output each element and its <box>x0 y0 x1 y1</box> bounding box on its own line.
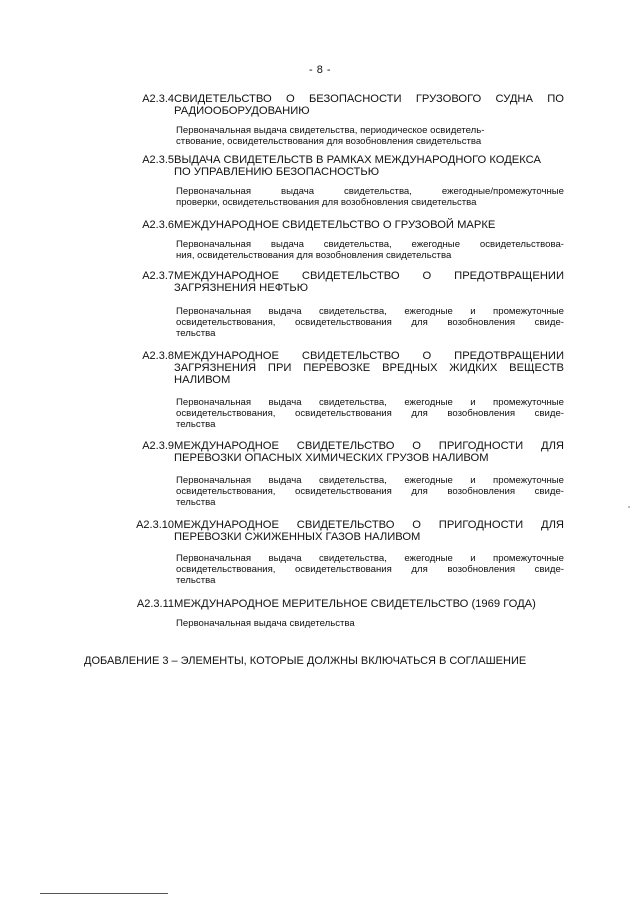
desc-line: Первоначальная выдача свидетельства <box>176 618 355 629</box>
desc-line: Первоначальная выдача свидетельства, ежегодные и промежуточные <box>176 397 564 408</box>
appendix-heading: ДОБАВЛЕНИЕ 3 – ЭЛЕМЕНТЫ, КОТОРЫЕ ДОЛЖНЫ ВКЛЮЧАТЬСЯ В СОГЛАШЕНИЕ <box>84 655 527 667</box>
section-description <box>176 186 564 208</box>
desc-line: Первоначальная выдача свидетельства, ежегодные и промежуточные <box>176 475 564 486</box>
section-title <box>174 440 564 464</box>
section-code: A2.3.10 <box>136 519 174 531</box>
title-line: МЕЖДУНАРОДНОЕ СВИДЕТЕЛЬСТВО О ПРЕДОТВРАЩЕНИИ <box>174 350 564 362</box>
desc-line: Первоначальная выдача свидетельства, ежегодные освидетельствова- <box>176 239 564 250</box>
section-code: A2.3.7 <box>142 270 174 282</box>
section-code: A2.3.9 <box>142 440 174 452</box>
desc-line: Первоначальная выдача свидетельства, ежегодные/промежуточные <box>176 186 564 197</box>
scan-speck <box>628 506 630 508</box>
desc-line: Первоначальная выдача свидетельства, периодическое освидетель- <box>176 125 485 136</box>
desc-line: Первоначальная выдача свидетельства, ежегодные и промежуточные <box>176 306 564 317</box>
section-title <box>174 519 564 543</box>
desc-line: освидетельствования, освидетельствования для возобновления свиде- <box>176 564 564 575</box>
section-title <box>174 219 564 231</box>
title-line: МЕЖДУНАРОДНОЕ МЕРИТЕЛЬНОЕ СВИДЕТЕЛЬСТВО (1969 ГОДА) <box>174 598 536 610</box>
section-description <box>176 306 564 339</box>
section-description <box>176 125 564 147</box>
section-title <box>174 270 564 294</box>
section-description <box>176 239 564 261</box>
desc-line: тельства <box>176 328 216 339</box>
section-code: A2.3.8 <box>142 350 174 362</box>
desc-line: освидетельствования, освидетельствования для возобновления свиде- <box>176 317 564 328</box>
desc-line: ния, освидетельствования для возобновления свидетельства <box>176 250 452 261</box>
section-description <box>176 397 564 430</box>
section-code: A2.3.11 <box>136 598 174 610</box>
footer-rule <box>40 893 168 894</box>
page-number: - 8 - <box>308 64 332 76</box>
desc-line: проверки, освидетельствования для возобновления свидетельства <box>176 197 477 208</box>
section-title <box>174 598 564 610</box>
desc-line: ствование, освидетельствования для возобновления свидетельства <box>176 136 482 147</box>
title-line: ПО УПРАВЛЕНИЮ БЕЗОПАСНОСТЬЮ <box>174 166 380 178</box>
section-title <box>174 350 564 386</box>
desc-line: тельства <box>176 575 216 586</box>
title-line: НАЛИВОМ <box>174 374 231 386</box>
desc-line: освидетельствования, освидетельствования для возобновления свиде- <box>176 486 564 497</box>
section-code: A2.3.5 <box>142 154 174 166</box>
title-line: ЗАГРЯЗНЕНИЯ НЕФТЬЮ <box>174 282 309 294</box>
title-line: МЕЖДУНАРОДНОЕ СВИДЕТЕЛЬСТВО О ПРЕДОТВРАЩЕНИИ <box>174 270 564 282</box>
desc-line: освидетельствования, освидетельствования для возобновления свиде- <box>176 408 564 419</box>
section-code: A2.3.6 <box>142 219 174 231</box>
title-line: ПЕРЕВОЗКИ СЖИЖЕННЫХ ГАЗОВ НАЛИВОМ <box>174 531 421 543</box>
title-line: МЕЖДУНАРОДНОЕ СВИДЕТЕЛЬСТВО О ГРУЗОВОЙ МАРКЕ <box>174 219 496 231</box>
title-line: МЕЖДУНАРОДНОЕ СВИДЕТЕЛЬСТВО О ПРИГОДНОСТИ ДЛЯ <box>174 519 564 531</box>
section-description <box>176 475 564 508</box>
section-description <box>176 553 564 586</box>
title-line: РАДИООБОРУДОВАНИЮ <box>174 105 310 117</box>
section-description <box>176 618 564 629</box>
title-line: ЗАГРЯЗНЕНИЯ ПРИ ПЕРЕВОЗКЕ ВРЕДНЫХ ЖИДКИХ ВЕЩЕСТВ <box>174 362 564 374</box>
section-code: A2.3.4 <box>142 93 174 105</box>
section-title <box>174 93 564 117</box>
desc-line: тельства <box>176 419 216 430</box>
title-line: СВИДЕТЕЛЬСТВО О БЕЗОПАСНОСТИ ГРУЗОВОГО СУДНА ПО <box>174 93 564 105</box>
section-title <box>174 154 564 178</box>
title-line: МЕЖДУНАРОДНОЕ СВИДЕТЕЛЬСТВО О ПРИГОДНОСТИ ДЛЯ <box>174 440 564 452</box>
desc-line: Первоначальная выдача свидетельства, ежегодные и промежуточные <box>176 553 564 564</box>
title-line: ВЫДАЧА СВИДЕТЕЛЬСТВ В РАМКАХ МЕЖДУНАРОДНОГО КОДЕКСА <box>174 154 541 166</box>
desc-line: тельства <box>176 497 216 508</box>
title-line: ПЕРЕВОЗКИ ОПАСНЫХ ХИМИЧЕСКИХ ГРУЗОВ НАЛИВОМ <box>174 452 489 464</box>
